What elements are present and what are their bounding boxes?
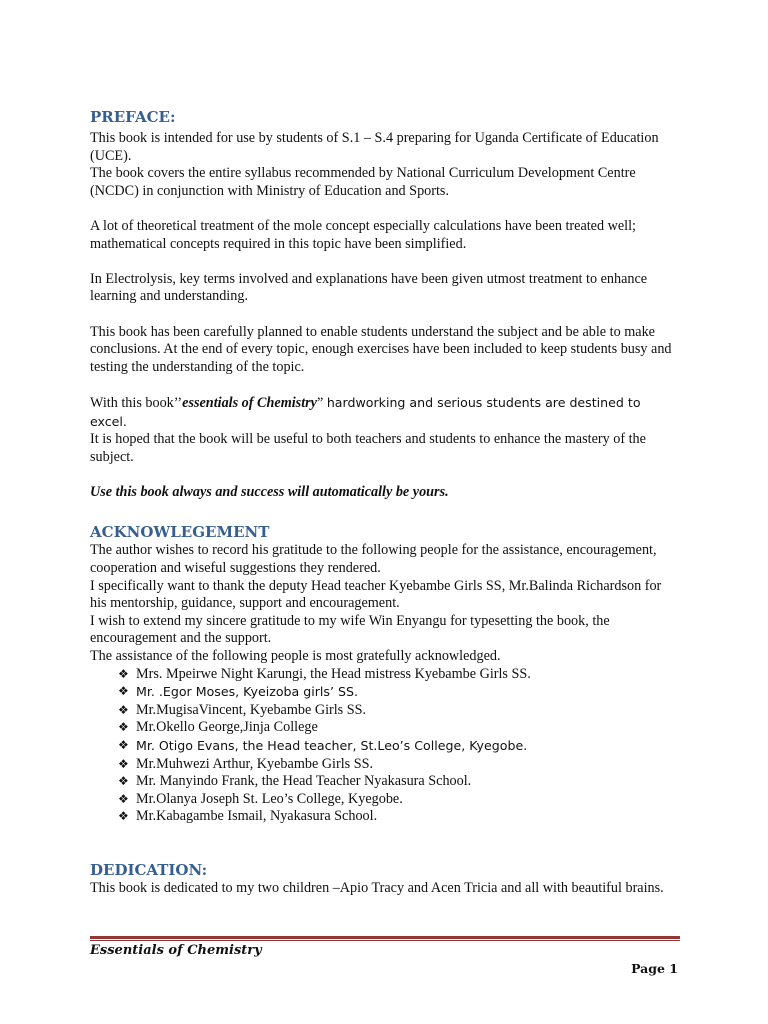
list-item (118, 683, 680, 702)
dedication-heading: DEDICATION: (90, 860, 208, 879)
person-name: Mr.Muhwezi Arthur, Kyebambe Girls SS. (136, 755, 374, 772)
diamond-bullet-icon: ❖ (118, 720, 129, 735)
person-name: Mr. Otigo Evans, the Head teacher, St.Leo’s College, Kyegobe. (136, 738, 528, 753)
diamond-bullet-icon: ❖ (118, 791, 129, 806)
book-title-inline: essentials of Chemistry (182, 394, 317, 411)
preface-paragraph-7: It is hoped that the book will be useful to both teachers and students to enhance the mastery of the subject. (90, 431, 646, 465)
list-item (118, 666, 680, 684)
list-item (118, 773, 680, 791)
preface-paragraph-4: In Electrolysis, key terms involved and explanations have been given utmost treatment to enhance learning and understanding. (90, 270, 648, 305)
acknowledged-people-list (90, 666, 680, 826)
diamond-bullet-icon: ❖ (118, 666, 129, 681)
diamond-bullet-icon: ❖ (118, 809, 129, 824)
diamond-bullet-icon: ❖ (118, 684, 129, 699)
footer-divider (90, 936, 680, 941)
list-item (118, 702, 680, 720)
dedication-paragraph: This book is dedicated to my two children –Apio Tracy and Acen Tricia and all with beautiful brains. (90, 879, 664, 896)
acknowledgement-paragraph-4: The assistance of the following people is most gratefully acknowledged. (90, 648, 501, 665)
preface-p6-prefix: With this book’’ (90, 394, 183, 411)
footer-book-title: Essentials of Chemistry (90, 943, 262, 958)
list-item (118, 791, 680, 809)
acknowledgement-heading: ACKNOWLEGEMENT (90, 523, 270, 542)
preface-heading: PREFACE: (90, 108, 176, 126)
person-name: Mr. .Egor Moses, Kyeizoba girls’ SS. (136, 684, 358, 700)
diamond-bullet-icon: ❖ (118, 702, 129, 717)
list-item (118, 808, 680, 826)
preface-paragraph-2: The book covers the entire syllabus recommended by National Curriculum Development Centre (NCDC) in conjunction with Ministry of Education and Sports. (90, 165, 636, 199)
acknowledgement-paragraph-2: I specifically want to thank the deputy Head teacher Kyebambe Girls SS, Mr.Balinda Richardson for his mentorship, guidance, support and encouragement. (90, 577, 662, 612)
preface-p6-tail: hardworking and serious students are destined to excel. (90, 394, 641, 429)
preface-paragraph-6 (90, 394, 680, 431)
preface-p6-suffix: ” (316, 394, 327, 411)
diamond-bullet-icon: ❖ (118, 738, 129, 752)
person-name: Mr. Manyindo Frank, the Head Teacher Nyakasura School. (136, 773, 472, 790)
list-item (118, 737, 680, 756)
acknowledgement-paragraph-3: I wish to extend my sincere gratitude to my wife Win Enyangu for typesetting the book, the encouragement and the support. (90, 612, 610, 647)
preface-paragraph-1: This book is intended for use by students of S.1 – S.4 preparing for Uganda Certificate of Education (UCE). (90, 130, 659, 164)
person-name: Mr.MugisaVincent, Kyebambe Girls SS. (136, 701, 367, 718)
preface-motto: Use this book always and success will automatically be yours. (90, 483, 449, 500)
page-number: Page 1 (631, 961, 678, 976)
list-item (118, 756, 680, 774)
person-name: Mr.Olanya Joseph St. Leo’s College, Kyegobe. (136, 790, 403, 807)
preface-paragraph-3: A lot of theoretical treatment of the mole concept especially calculations have been treated well; mathematical concepts required in this topic have been simplified. (90, 217, 636, 252)
person-name: Mr.Okello George,Jinja College (136, 719, 318, 736)
person-name: Mr.Kabagambe Ismail, Nyakasura School. (136, 808, 378, 825)
page-content (90, 107, 680, 898)
diamond-bullet-icon: ❖ (118, 756, 129, 771)
preface-paragraph-5: This book has been carefully planned to enable students understand the subject and be able to make conclusions. At the end of every topic, enough exercises have been included to keep students busy and testing the understanding of the topic. (90, 323, 672, 375)
person-name: Mrs. Mpeirwe Night Karungi, the Head mistress Kyebambe Girls SS. (136, 665, 531, 682)
acknowledgement-paragraph-1: The author wishes to record his gratitude to the following people for the assistance, encouragement, cooperation and wiseful suggestions they rendered. (90, 542, 657, 577)
list-item (118, 719, 680, 737)
diamond-bullet-icon: ❖ (118, 774, 129, 789)
